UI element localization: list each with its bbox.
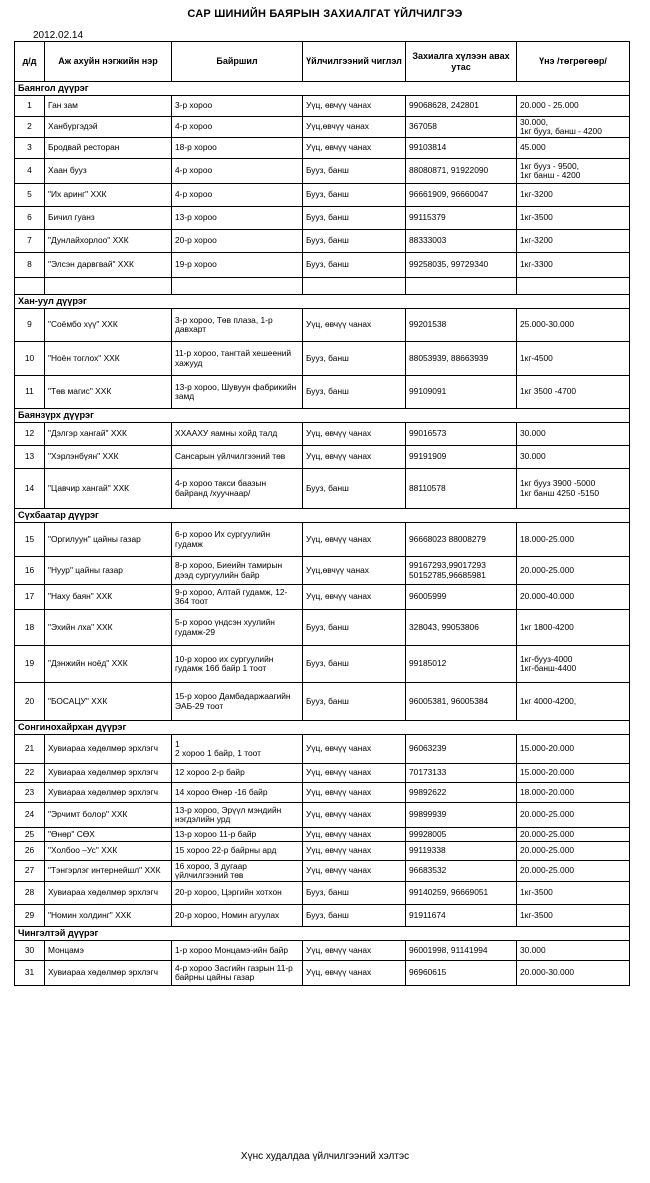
district-name: Хан-уул дүүрэг [15, 295, 630, 309]
table-row [15, 828, 630, 842]
cell-name: "Цавчир хангай" ХХК [45, 469, 172, 509]
cell-name: Хувиараа хөдөлмөр эрхлэгч [45, 764, 172, 783]
cell-no: 14 [15, 469, 45, 509]
cell-service: Уүц, өвчүү чанах [303, 446, 406, 469]
cell-phone: 91911674 [406, 905, 517, 927]
cell-phone: 99068628, 242801 [406, 96, 517, 117]
cell-location: Сансарын үйлчилгээний төв [172, 446, 303, 469]
cell-location: 12 хороо 2-р байр [172, 764, 303, 783]
cell-price: 45.000 [517, 138, 630, 159]
cell-no: 20 [15, 683, 45, 721]
cell-location: 15 хороо 22-р байрны ард [172, 842, 303, 861]
cell-name: "Соёмбо хүү" ХХК [45, 309, 172, 342]
table-row [15, 278, 630, 295]
cell-name: Хувиараа хөдөлмөр эрхлэгч [45, 735, 172, 764]
cell-location: 20-р хороо [172, 230, 303, 253]
cell-service: Бууз, банш [303, 207, 406, 230]
cell-price: 1кг-3200 [517, 230, 630, 253]
cell-price: 1кг бууз - 9500, 1кг банш - 4200 [517, 159, 630, 184]
table-row [15, 96, 630, 117]
cell-price: 1кг бууз 3900 -5000 1кг банш 4250 -5150 [517, 469, 630, 509]
cell-service: Бууз, банш [303, 376, 406, 409]
cell-price: 20.000-25.000 [517, 557, 630, 585]
cell-service: Уүц, өвчүү чанах [303, 803, 406, 828]
cell-phone: 96683532 [406, 861, 517, 882]
cell-name: "Ноён тоглох" ХХК [45, 342, 172, 376]
cell-no [15, 278, 45, 295]
cell-no: 11 [15, 376, 45, 409]
table-row [15, 523, 630, 557]
district-row [15, 509, 630, 523]
cell-no: 15 [15, 523, 45, 557]
cell-price: 1кг-3200 [517, 184, 630, 207]
cell-name: "Эрчимт болор" ХХК [45, 803, 172, 828]
cell-service: Бууз, банш [303, 184, 406, 207]
cell-service: Уүц, өвчүү чанах [303, 764, 406, 783]
cell-location: 9-р хороо, Алтай гудамж, 12-364 тоот [172, 585, 303, 610]
cell-no: 27 [15, 861, 45, 882]
cell-no: 26 [15, 842, 45, 861]
table-row [15, 230, 630, 253]
cell-name: Монцамэ [45, 941, 172, 961]
cell-price: 15.000-20.000 [517, 764, 630, 783]
header-price: Үнэ /төгрөгөөр/ [517, 42, 630, 82]
cell-price: 30.000 [517, 423, 630, 446]
cell-price: 20.000-40.000 [517, 585, 630, 610]
table-row [15, 783, 630, 803]
cell-service: Бууз, банш [303, 253, 406, 278]
cell-name: "Тэнгэрлэг интернейшл" ХХК [45, 861, 172, 882]
cell-location: 4-р хороо [172, 159, 303, 184]
cell-phone: 99892622 [406, 783, 517, 803]
cell-price: 1кг 3500 -4700 [517, 376, 630, 409]
cell-service: Уүц,өвчүү чанах [303, 557, 406, 585]
cell-service: Бууз, банш [303, 610, 406, 646]
table-row [15, 207, 630, 230]
cell-location: 4-р хороо такси баазын байранд /хуучнаар/ [172, 469, 303, 509]
table-row [15, 646, 630, 683]
cell-no: 18 [15, 610, 45, 646]
cell-service: Бууз, банш [303, 882, 406, 905]
cell-price: 20.000-25.000 [517, 803, 630, 828]
table-row [15, 941, 630, 961]
cell-no: 16 [15, 557, 45, 585]
cell-price: 20.000 - 25.000 [517, 96, 630, 117]
district-row [15, 721, 630, 735]
table-row [15, 735, 630, 764]
cell-location: 4-р хороо [172, 117, 303, 138]
cell-name: "Номин холдинг" ХХК [45, 905, 172, 927]
table-row [15, 585, 630, 610]
cell-no: 3 [15, 138, 45, 159]
cell-location: 16 хороо, 3 дугаар үйлчилгээний төв [172, 861, 303, 882]
cell-phone: 99928005 [406, 828, 517, 842]
cell-service: Бууз, банш [303, 159, 406, 184]
district-name: Сонгинохайрхан дүүрэг [15, 721, 630, 735]
cell-no: 17 [15, 585, 45, 610]
cell-location: 18-р хороо [172, 138, 303, 159]
table-row [15, 342, 630, 376]
cell-location [172, 278, 303, 295]
district-row [15, 927, 630, 941]
cell-price: 20.000-30.000 [517, 961, 630, 986]
cell-phone: 96005999 [406, 585, 517, 610]
cell-no: 5 [15, 184, 45, 207]
cell-name: "Төв магис" ХХК [45, 376, 172, 409]
cell-phone: 96063239 [406, 735, 517, 764]
page-title: САР ШИНИЙН БАЯРЫН ЗАХИАЛГАТ ҮЙЛЧИЛГЭЭ [187, 8, 463, 20]
header-name: Аж ахуйн нэгжийн нэр [45, 42, 172, 82]
cell-price: 18.000-25.000 [517, 523, 630, 557]
cell-name: Бичил гуанз [45, 207, 172, 230]
cell-phone: 96001998, 91141994 [406, 941, 517, 961]
cell-phone: 99201538 [406, 309, 517, 342]
cell-no: 25 [15, 828, 45, 842]
cell-price: 1кг 1800-4200 [517, 610, 630, 646]
footer-department: Хүнс худалдаа үйлчилгээний хэлтэс [240, 1151, 410, 1162]
cell-phone: 88333003 [406, 230, 517, 253]
cell-no: 6 [15, 207, 45, 230]
cell-price: 18.000-20.000 [517, 783, 630, 803]
table-row [15, 803, 630, 828]
cell-name: Хувиараа хөдөлмөр эрхлэгч [45, 882, 172, 905]
cell-no: 13 [15, 446, 45, 469]
cell-service: Уүц, өвчүү чанах [303, 861, 406, 882]
cell-price: 20.000-25.000 [517, 861, 630, 882]
cell-no: 19 [15, 646, 45, 683]
header-service: Үйлчилгээний чиглэл [303, 42, 406, 82]
cell-service: Бууз, банш [303, 646, 406, 683]
cell-no: 2 [15, 117, 45, 138]
table-row [15, 253, 630, 278]
cell-phone: 96668023 88008279 [406, 523, 517, 557]
cell-service: Уүц, өвчүү чанах [303, 309, 406, 342]
cell-price [517, 278, 630, 295]
cell-phone [406, 278, 517, 295]
cell-phone: 99899939 [406, 803, 517, 828]
cell-name: "БОСАЦУ" ХХК [45, 683, 172, 721]
cell-phone: 88110578 [406, 469, 517, 509]
table-row [15, 905, 630, 927]
cell-no: 28 [15, 882, 45, 905]
cell-location: 19-р хороо [172, 253, 303, 278]
cell-no: 9 [15, 309, 45, 342]
cell-name: Хувиараа хөдөлмөр эрхлэгч [45, 961, 172, 986]
cell-service: Уүц, өвчүү чанах [303, 842, 406, 861]
cell-location: 1 2 хороо 1 байр, 1 тоот [172, 735, 303, 764]
header-location: Байршил [172, 42, 303, 82]
cell-location: 8-р хороо, Биеийн тамирын дээд сургуулийн байр [172, 557, 303, 585]
table-row [15, 138, 630, 159]
cell-phone: 99109091 [406, 376, 517, 409]
cell-service: Бууз, банш [303, 469, 406, 509]
cell-price: 1кг-3500 [517, 882, 630, 905]
cell-phone: 70173133 [406, 764, 517, 783]
cell-service: Уүц, өвчүү чанах [303, 961, 406, 986]
cell-name: "Холбоо –Ус" ХХК [45, 842, 172, 861]
cell-phone: 88080871, 91922090 [406, 159, 517, 184]
table-row [15, 159, 630, 184]
cell-name: Хувиараа хөдөлмөр эрхлэгч [45, 783, 172, 803]
cell-name: "Наху баян" ХХК [45, 585, 172, 610]
cell-phone: 99115379 [406, 207, 517, 230]
table-row [15, 683, 630, 721]
district-row [15, 409, 630, 423]
cell-service: Уүц, өвчүү чанах [303, 585, 406, 610]
cell-location: 10-р хороо их сургуулийн гудамж 16б байр 1 тоот [172, 646, 303, 683]
district-row [15, 295, 630, 309]
cell-price: 1кг-3500 [517, 207, 630, 230]
district-name: Сүхбаатар дүүрэг [15, 509, 630, 523]
cell-price: 1кг 4000-4200, [517, 683, 630, 721]
header-no: д/д [15, 42, 45, 82]
cell-name: "Өнөр" СӨХ [45, 828, 172, 842]
cell-name: Хаан бууз [45, 159, 172, 184]
cell-phone: 99016573 [406, 423, 517, 446]
cell-phone: 99103814 [406, 138, 517, 159]
cell-service: Бууз, банш [303, 230, 406, 253]
cell-location: 15-р хороо Дамбадаржаагийн ЭАБ-29 тоот [172, 683, 303, 721]
cell-price: 15.000-20.000 [517, 735, 630, 764]
district-name: Баянзүрх дүүрэг [15, 409, 630, 423]
cell-phone: 96661909, 96660047 [406, 184, 517, 207]
cell-location: 4-р хороо Засгийн газрын 11-р байрны цайны газар [172, 961, 303, 986]
cell-price: 1кг-3500 [517, 905, 630, 927]
cell-phone: 99258035, 99729340 [406, 253, 517, 278]
cell-no: 31 [15, 961, 45, 986]
cell-phone: 99140259, 96669051 [406, 882, 517, 905]
cell-no: 24 [15, 803, 45, 828]
cell-location: 13-р хороо 11-р байр [172, 828, 303, 842]
cell-no: 1 [15, 96, 45, 117]
table-row [15, 423, 630, 446]
cell-price: 25.000-30.000 [517, 309, 630, 342]
table-row [15, 309, 630, 342]
cell-no: 30 [15, 941, 45, 961]
cell-price: 1кг-3300 [517, 253, 630, 278]
cell-price: 20.000-25.000 [517, 828, 630, 842]
cell-service: Уүц, өвчүү чанах [303, 523, 406, 557]
cell-location: 14 хороо Өнөр -16 байр [172, 783, 303, 803]
cell-no: 4 [15, 159, 45, 184]
table-body [15, 82, 630, 986]
services-table [14, 41, 630, 986]
cell-name: "Дэлгэр хангай" ХХК [45, 423, 172, 446]
cell-location: 3-р хороо [172, 96, 303, 117]
cell-name: "Дэнжийн ноёд" ХХК [45, 646, 172, 683]
cell-service: Уүц, өвчүү чанах [303, 783, 406, 803]
table-row [15, 861, 630, 882]
cell-location: 1-р хороо Монцамэ-ийн байр [172, 941, 303, 961]
cell-service: Бууз, банш [303, 905, 406, 927]
cell-phone: 328043, 99053806 [406, 610, 517, 646]
cell-phone: 367058 [406, 117, 517, 138]
district-name: Чингэлтэй дүүрэг [15, 927, 630, 941]
cell-no: 12 [15, 423, 45, 446]
cell-service: Бууз, банш [303, 342, 406, 376]
cell-phone: 99167293,99017293 50152785,96685981 [406, 557, 517, 585]
table-row [15, 764, 630, 783]
table-row [15, 184, 630, 207]
cell-service: Уүц, өвчүү чанах [303, 735, 406, 764]
cell-location: 20-р хороо, Номин агуулах [172, 905, 303, 927]
cell-service: Уүц, өвчүү чанах [303, 96, 406, 117]
document-date: 2012.02.14 [33, 30, 84, 41]
cell-service: Бууз, банш [303, 683, 406, 721]
cell-phone: 96005381, 96005384 [406, 683, 517, 721]
cell-service [303, 278, 406, 295]
table-row [15, 469, 630, 509]
table-row [15, 376, 630, 409]
table-row [15, 117, 630, 138]
table-row [15, 610, 630, 646]
cell-name: Бродвай ресторан [45, 138, 172, 159]
cell-phone: 96960615 [406, 961, 517, 986]
cell-location: 6-р хороо Их сургуулийн гудамж [172, 523, 303, 557]
cell-service: Уүц,өвчүү чанах [303, 117, 406, 138]
cell-location: 13-р хороо, Эрүүл мэндийн нэгдэлийн урд [172, 803, 303, 828]
cell-phone: 99191909 [406, 446, 517, 469]
cell-location: 3-р хороо, Төв плаза, 1-р давхарт [172, 309, 303, 342]
cell-phone: 88053939, 88663939 [406, 342, 517, 376]
cell-name: "Нуур" цайны газар [45, 557, 172, 585]
cell-location: 5-р хороо үндсэн хуулийн гудамж-29 [172, 610, 303, 646]
cell-no: 10 [15, 342, 45, 376]
cell-name: "Оргилуун" цайны газар [45, 523, 172, 557]
cell-no: 22 [15, 764, 45, 783]
table-row [15, 961, 630, 986]
cell-no: 7 [15, 230, 45, 253]
cell-no: 23 [15, 783, 45, 803]
cell-name: "Элсэн дарвгвай" ХХК [45, 253, 172, 278]
cell-price: 1кг-бууз-4000 1кг-банш-4400 [517, 646, 630, 683]
cell-name [45, 278, 172, 295]
cell-location: 20-р хороо, Цэргийн хотхон [172, 882, 303, 905]
cell-price: 20.000-25.000 [517, 842, 630, 861]
cell-no: 8 [15, 253, 45, 278]
cell-price: 30.000, 1кг бууз, банш - 4200 [517, 117, 630, 138]
cell-name: Ханбүргэдэй [45, 117, 172, 138]
table-row [15, 882, 630, 905]
table-row [15, 842, 630, 861]
table-row [15, 446, 630, 469]
cell-service: Уүц, өвчүү чанах [303, 941, 406, 961]
cell-name: "Их аринг" ХХК [45, 184, 172, 207]
district-name: Баянгол дүүрэг [15, 82, 630, 96]
cell-price: 1кг-4500 [517, 342, 630, 376]
cell-location: 13-р хороо, Шувуун фабрикийн замд [172, 376, 303, 409]
cell-no: 29 [15, 905, 45, 927]
cell-name: Ган зам [45, 96, 172, 117]
cell-price: 30.000 [517, 941, 630, 961]
table-row [15, 557, 630, 585]
cell-service: Уүц, өвчүү чанах [303, 138, 406, 159]
cell-service: Уүц, өвчүү чанах [303, 828, 406, 842]
cell-name: "Эхийн лха" ХХК [45, 610, 172, 646]
cell-name: "Дунлайхорлоо" ХХК [45, 230, 172, 253]
header-phone: Захиалга хүлээн авах утас [406, 42, 517, 82]
cell-location: 13-р хороо [172, 207, 303, 230]
cell-no: 21 [15, 735, 45, 764]
cell-location: ХХААХУ яамны хойд талд [172, 423, 303, 446]
table-header-row [15, 42, 630, 82]
district-row [15, 82, 630, 96]
cell-location: 11-р хороо, тангтай хешеений хажууд [172, 342, 303, 376]
cell-price: 30.000 [517, 446, 630, 469]
cell-phone: 99185012 [406, 646, 517, 683]
cell-phone: 99119338 [406, 842, 517, 861]
cell-service: Уүц, өвчүү чанах [303, 423, 406, 446]
cell-location: 4-р хороо [172, 184, 303, 207]
cell-name: "Хэрлэнбүян" ХХК [45, 446, 172, 469]
